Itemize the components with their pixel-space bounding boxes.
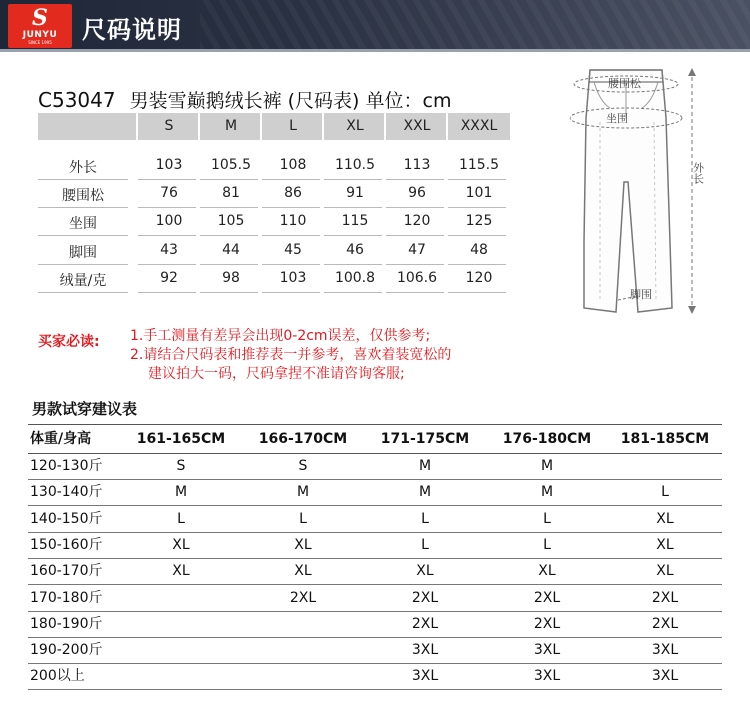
pants-outline — [584, 70, 672, 312]
recommend-size-cell — [242, 663, 364, 689]
size-value-cell: 43 — [160, 242, 178, 258]
size-value-cell: 106.6 — [396, 270, 438, 286]
recommend-size-cell: 2XL — [533, 615, 561, 632]
waist-label: 腰围松 — [608, 77, 641, 90]
size-row-label: 腰围松 — [62, 188, 104, 204]
recommend-size-cell: XL — [172, 563, 190, 580]
size-row-underline — [38, 235, 128, 236]
logo-since: SINCE 1995 — [28, 40, 52, 45]
size-row-underline — [386, 235, 444, 236]
size-row-underline — [200, 264, 258, 265]
recommend-title: 男款试穿建议表 — [32, 400, 138, 418]
recommend-size-cell: XL — [538, 563, 556, 580]
size-value-cell: 44 — [222, 242, 240, 258]
recommend-size-cell: L — [543, 510, 551, 527]
recommend-row — [28, 637, 722, 664]
size-value-cell: 45 — [284, 242, 302, 258]
size-header-cell: M — [224, 118, 238, 134]
recommend-size-cell — [120, 585, 242, 611]
size-row-underline — [448, 264, 506, 265]
size-value-cell: 48 — [470, 242, 488, 258]
product-code: C53047 — [38, 88, 116, 112]
size-row-underline — [386, 179, 444, 180]
size-value-cell: 47 — [408, 242, 426, 258]
recommend-size-cell: 3XL — [411, 642, 439, 659]
size-value-cell: 113 — [403, 157, 431, 173]
logo-brand: JUNYU — [22, 30, 58, 40]
note-line-1: 1.手工测量有差异会出现0-2cm误差，仅供参考; — [130, 328, 431, 344]
size-header-cell: S — [164, 118, 174, 134]
recommend-size-cell: M — [418, 458, 432, 474]
size-value-cell: 115.5 — [458, 157, 500, 173]
recommend-size-cell: 3XL — [533, 642, 561, 659]
recommend-size-cell: 2XL — [651, 615, 679, 632]
size-row-underline — [38, 264, 128, 265]
size-row-underline — [324, 207, 382, 208]
size-row-underline — [138, 179, 196, 180]
recommend-row — [28, 506, 722, 533]
size-row-underline — [324, 264, 382, 265]
recommend-weight-cell: 180-190斤 — [30, 615, 103, 632]
header-banner — [0, 0, 750, 52]
size-row-underline — [324, 292, 382, 293]
recommend-header-cell: 181-185CM — [620, 431, 710, 447]
recommend-size-cell — [608, 453, 722, 479]
recommend-weight-cell: 150-160斤 — [30, 536, 103, 553]
size-header-cell: XXL — [403, 118, 431, 134]
size-row-underline — [200, 235, 258, 236]
notes-label: 买家必读: — [38, 334, 100, 350]
size-value-cell: 100 — [155, 213, 183, 229]
size-row-label: 坐围 — [69, 216, 97, 232]
size-row-underline — [448, 207, 506, 208]
recommend-weight-cell: 160-170斤 — [30, 563, 103, 580]
recommend-row — [28, 479, 722, 506]
recommend-size-cell: XL — [656, 510, 674, 527]
length-arrow-bottom — [688, 306, 696, 314]
size-header-cell: XXXL — [460, 118, 498, 134]
hem-label: 脚围 — [630, 288, 652, 301]
recommend-row — [28, 663, 722, 690]
recommend-row — [28, 558, 722, 585]
size-value-cell: 115 — [341, 213, 369, 229]
recommend-size-cell: S — [176, 458, 186, 474]
recommend-row — [28, 453, 722, 480]
recommend-header-cell: 161-165CM — [136, 431, 226, 447]
size-row-underline — [262, 207, 320, 208]
size-value-cell: 105.5 — [210, 157, 252, 173]
size-row-underline — [200, 179, 258, 180]
size-value-cell: 91 — [346, 185, 364, 201]
size-value-cell: 108 — [279, 157, 307, 173]
size-value-cell: 98 — [222, 270, 240, 286]
size-row-underline — [448, 179, 506, 180]
recommend-size-cell: L — [177, 510, 185, 527]
note-line-3: 建议拍大一码，尺码拿捏不准请咨询客服; — [148, 366, 405, 382]
recommend-row — [28, 611, 722, 638]
recommend-size-cell: M — [418, 484, 432, 501]
size-row-underline — [200, 207, 258, 208]
size-row-underline — [262, 264, 320, 265]
size-value-cell: 103 — [279, 270, 307, 286]
size-row-underline — [38, 179, 128, 180]
pants-diagram — [570, 62, 730, 322]
recommend-size-cell: XL — [294, 536, 312, 553]
size-value-cell: 86 — [284, 185, 302, 201]
pants-illustration — [570, 62, 730, 322]
size-value-cell: 125 — [465, 213, 493, 229]
recommend-size-cell — [120, 663, 242, 689]
product-title — [38, 86, 451, 113]
size-row-underline — [38, 207, 128, 208]
recommend-weight-cell: 200以上 — [30, 668, 85, 685]
recommend-size-cell: L — [421, 510, 429, 527]
size-table-header — [38, 113, 510, 140]
size-row-underline — [448, 292, 506, 293]
recommend-size-cell: XL — [294, 563, 312, 580]
recommend-header-cell: 176-180CM — [502, 431, 592, 447]
size-value-cell: 101 — [465, 185, 493, 201]
note-line-2: 2.请结合尺码表和推荐表一并参考，喜欢着装宽松的 — [130, 347, 452, 363]
recommend-size-cell: 2XL — [533, 589, 561, 606]
recommend-weight-cell: 140-150斤 — [30, 510, 103, 527]
recommend-size-cell — [120, 611, 242, 637]
recommend-size-cell: M — [174, 484, 188, 501]
logo-mark: S — [32, 5, 48, 31]
recommend-size-cell: XL — [656, 536, 674, 553]
recommend-row — [28, 532, 722, 559]
size-row-underline — [448, 235, 506, 236]
recommend-size-cell: XL — [172, 536, 190, 553]
size-value-cell: 100.8 — [334, 270, 376, 286]
brand-logo — [8, 4, 72, 48]
size-row-underline — [324, 235, 382, 236]
size-row-underline — [262, 292, 320, 293]
size-row-underline — [324, 179, 382, 180]
size-row-underline — [386, 207, 444, 208]
recommend-size-cell: 2XL — [411, 615, 439, 632]
product-name: 男装雪巅鹅绒长裤 (尺码表) 单位：cm — [129, 90, 452, 112]
size-value-cell: 120 — [403, 213, 431, 229]
size-value-cell: 120 — [465, 270, 493, 286]
size-value-cell: 92 — [160, 270, 178, 286]
size-row-underline — [200, 292, 258, 293]
size-value-cell: 103 — [155, 157, 183, 173]
recommend-size-cell — [120, 637, 242, 663]
recommend-weight-cell: 130-140斤 — [30, 484, 103, 501]
recommend-size-cell: M — [540, 484, 554, 501]
size-row-underline — [138, 235, 196, 236]
banner-stripe — [0, 49, 750, 52]
recommend-size-cell: 3XL — [533, 668, 561, 685]
page-title: 尺码说明 — [82, 16, 182, 44]
recommend-header-cell: 体重/身高 — [30, 431, 92, 447]
recommend-weight-cell: 190-200斤 — [30, 642, 103, 659]
recommend-size-cell: L — [421, 536, 429, 553]
size-value-cell: 110.5 — [334, 157, 376, 173]
recommend-size-cell: L — [661, 484, 669, 501]
recommend-size-cell: L — [299, 510, 307, 527]
recommend-size-cell — [242, 611, 364, 637]
length-arrow-top — [688, 68, 696, 76]
recommend-weight-cell: 170-180斤 — [30, 589, 103, 606]
recommend-size-cell: L — [543, 536, 551, 553]
size-row-label: 脚围 — [69, 245, 97, 261]
size-row-underline — [138, 207, 196, 208]
recommend-size-cell: M — [540, 458, 554, 474]
size-value-cell: 96 — [408, 185, 426, 201]
size-value-cell: 76 — [160, 185, 178, 201]
recommend-size-cell: 2XL — [411, 589, 439, 606]
size-row-underline — [38, 292, 128, 293]
size-row-underline — [138, 292, 196, 293]
size-row-underline — [386, 264, 444, 265]
size-value-cell: 46 — [346, 242, 364, 258]
seat-label: 坐围 — [606, 112, 628, 125]
recommend-header-cell: 166-170CM — [258, 431, 348, 447]
size-row-underline — [262, 179, 320, 180]
recommend-size-cell: M — [296, 484, 310, 501]
size-header-cell: L — [289, 118, 297, 134]
recommend-size-cell — [242, 637, 364, 663]
size-value-cell: 81 — [222, 185, 240, 201]
recommend-header — [28, 424, 722, 454]
recommend-size-cell: XL — [416, 563, 434, 580]
recommend-row — [28, 585, 722, 612]
size-row-underline — [262, 235, 320, 236]
recommend-size-cell: 3XL — [651, 668, 679, 685]
recommend-size-cell: 2XL — [651, 589, 679, 606]
recommend-size-cell: XL — [656, 563, 674, 580]
recommend-size-cell: S — [298, 458, 308, 474]
size-row-underline — [386, 292, 444, 293]
recommend-header-cell: 171-175CM — [380, 431, 470, 447]
size-value-cell: 105 — [217, 213, 245, 229]
size-row-underline — [138, 264, 196, 265]
recommend-size-cell: 2XL — [289, 589, 317, 606]
size-row-label: 绒量/克 — [59, 273, 107, 289]
recommend-size-cell: 3XL — [651, 642, 679, 659]
size-row-label: 外长 — [69, 160, 97, 176]
banner-texture — [200, 0, 750, 52]
size-header-cell: XL — [346, 118, 364, 134]
recommend-size-cell: 3XL — [411, 668, 439, 685]
length-label: 外长 — [691, 162, 705, 184]
recommend-weight-cell: 120-130斤 — [30, 458, 103, 474]
size-value-cell: 110 — [279, 213, 307, 229]
